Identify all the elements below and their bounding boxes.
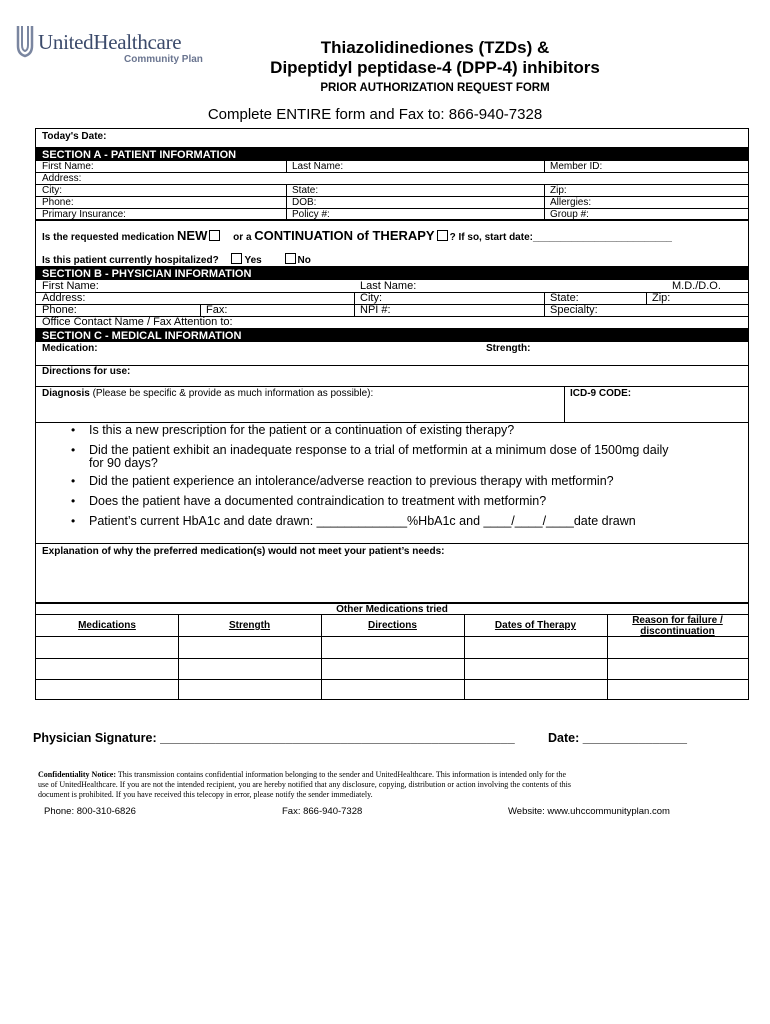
patient-zip[interactable]: Zip: bbox=[550, 185, 567, 196]
uhc-shield-icon bbox=[14, 24, 36, 58]
footer-website[interactable]: Website: www.uhccommunityplan.com bbox=[508, 806, 670, 817]
footer-phone: Phone: 800-310-6826 bbox=[44, 806, 136, 817]
hospitalized-yes-checkbox[interactable] bbox=[231, 253, 242, 264]
physician-first-name[interactable]: First Name: bbox=[42, 280, 99, 292]
explanation-box[interactable] bbox=[35, 543, 749, 603]
signature-date[interactable]: Date: _______________ bbox=[548, 731, 688, 745]
physician-address[interactable]: Address: bbox=[42, 292, 86, 304]
new-checkbox[interactable] bbox=[209, 230, 220, 241]
therapy-status-block bbox=[35, 220, 749, 267]
question-new-prescription: • Is this a new prescription for the patient or a continuation of existing therapy? bbox=[71, 423, 515, 437]
question-inadequate-response-cont: for 90 days? bbox=[89, 456, 158, 470]
continuation-checkbox[interactable] bbox=[437, 230, 448, 241]
hospitalized-question: Is this patient currently hospitalized? Yes No bbox=[42, 255, 311, 266]
patient-insurance[interactable]: Primary Insurance: bbox=[42, 209, 126, 220]
other-meds-title: Other Medications tried bbox=[336, 604, 448, 615]
physician-last-name[interactable]: Last Name: bbox=[360, 280, 417, 292]
strength-field[interactable]: Strength: bbox=[486, 343, 531, 354]
confidentiality-notice: Confidentiality Notice: This transmission contains confidential information belonging to the sender and UnitedHealthcare. This information is intended only for the use of UnitedHealthcare. If you are not the intended recipient, you are hereby notified that any disclosure, copying, distribution or action involving the contents of this document is prohibited. If you have received this telecopy in error, please notify the sender immediately. bbox=[38, 770, 571, 799]
patient-dob[interactable]: DOB: bbox=[292, 197, 317, 208]
physician-signature[interactable]: Physician Signature: ___________________________________________________ bbox=[33, 731, 515, 745]
physician-npi[interactable]: NPI #: bbox=[360, 304, 391, 316]
form-title-line2: Dipeptidyl peptidase-4 (DPP-4) inhibitors bbox=[270, 58, 600, 77]
question-intolerance: • Did the patient experience an intolerance/adverse reaction to previous therapy with metformin? bbox=[71, 474, 614, 488]
patient-allergies[interactable]: Allergies: bbox=[550, 197, 592, 208]
fax-instruction: Complete ENTIRE form and Fax to: 866-940-7328 bbox=[207, 106, 543, 123]
section-c bbox=[35, 329, 749, 423]
physician-fax[interactable]: Fax: bbox=[206, 304, 228, 316]
unitedhealthcare-logo bbox=[14, 24, 204, 64]
physician-zip[interactable]: Zip: bbox=[652, 292, 671, 304]
form-title-line1: Thiazolidinediones (TZDs) & bbox=[320, 38, 550, 57]
other-medications-table bbox=[35, 603, 749, 700]
patient-first-name[interactable]: First Name: bbox=[42, 161, 94, 172]
section-b-title: SECTION B - PHYSICIAN INFORMATION bbox=[36, 268, 748, 280]
explanation-label: Explanation of why the preferred medication(s) would not meet your patient’s needs: bbox=[42, 546, 445, 557]
todays-date-row[interactable] bbox=[35, 128, 749, 148]
question-inadequate-response: • Did the patient exhibit an inadequate response to a trial of metformin at a minimum dose of 1500mg daily bbox=[71, 443, 669, 457]
col-dates-of-therapy: Dates of Therapy bbox=[494, 620, 577, 631]
diagnosis-field[interactable]: Diagnosis (Please be specific & provide as much information as possible): bbox=[42, 388, 374, 399]
clinical-questions bbox=[35, 423, 749, 543]
brand-name: UnitedHealthcare bbox=[38, 30, 182, 54]
brand-sub: Community Plan bbox=[124, 54, 203, 65]
col-reason-line1: Reason for failure / bbox=[632, 615, 723, 626]
physician-city[interactable]: City: bbox=[360, 292, 382, 304]
section-c-title: SECTION C - MEDICAL INFORMATION bbox=[36, 330, 748, 342]
col-strength: Strength bbox=[228, 620, 271, 631]
form-subtitle: PRIOR AUTHORIZATION REQUEST FORM bbox=[320, 82, 550, 94]
col-medications: Medications bbox=[78, 620, 136, 631]
directions-field[interactable]: Directions for use: bbox=[42, 366, 131, 377]
patient-policy[interactable]: Policy #: bbox=[292, 209, 330, 220]
section-a bbox=[35, 148, 749, 220]
footer-fax: Fax: 866-940-7328 bbox=[282, 806, 363, 817]
patient-phone[interactable]: Phone: bbox=[42, 197, 74, 208]
patient-member-id[interactable]: Member ID: bbox=[550, 161, 603, 172]
question-contraindication: • Does the patient have a documented contraindication to treatment with metformin? bbox=[71, 494, 547, 508]
patient-group[interactable]: Group #: bbox=[550, 209, 589, 220]
new-or-continuation-question: Is the requested medication NEW or a CONTINUATION of THERAPY ? If so, start date:_________________________ bbox=[42, 228, 672, 243]
section-a-title: SECTION A - PATIENT INFORMATION bbox=[36, 149, 748, 161]
office-contact[interactable]: Office Contact Name / Fax Attention to: bbox=[42, 316, 233, 328]
question-hba1c[interactable]: • Patient’s current HbA1c and date drawn: _____________%HbA1c and ____/____/____date drawn bbox=[71, 514, 636, 528]
col-directions: Directions bbox=[368, 620, 417, 631]
section-b bbox=[35, 267, 749, 329]
patient-state[interactable]: State: bbox=[292, 185, 319, 196]
medication-field[interactable]: Medication: bbox=[42, 343, 98, 354]
patient-city[interactable]: City: bbox=[42, 185, 62, 196]
todays-date-label: Today's Date: bbox=[42, 131, 107, 142]
patient-address[interactable]: Address: bbox=[42, 173, 82, 184]
hospitalized-no-checkbox[interactable] bbox=[285, 253, 296, 264]
physician-specialty[interactable]: Specialty: bbox=[550, 304, 598, 316]
icd9-field[interactable]: ICD-9 CODE: bbox=[570, 388, 632, 399]
col-reason-line2: discontinuation bbox=[640, 626, 715, 637]
physician-md-do[interactable]: M.D./D.O. bbox=[672, 280, 721, 292]
patient-last-name[interactable]: Last Name: bbox=[292, 161, 344, 172]
physician-state[interactable]: State: bbox=[550, 292, 579, 304]
physician-phone[interactable]: Phone: bbox=[42, 304, 77, 316]
